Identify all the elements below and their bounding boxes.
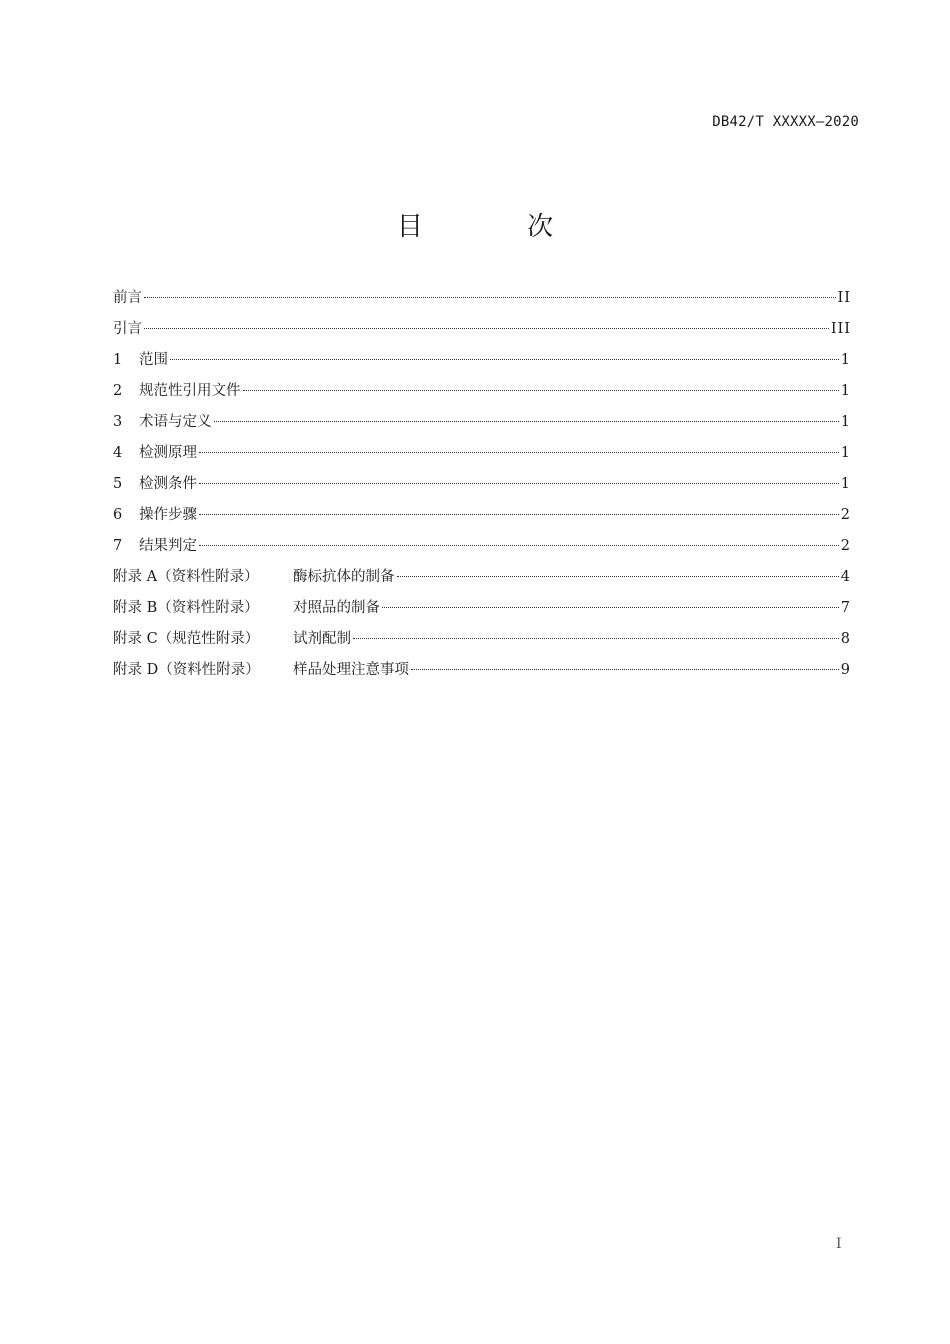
toc-entry[interactable] bbox=[113, 472, 851, 503]
toc-entry-text: 规范性引用文件 bbox=[139, 383, 241, 399]
toc-entry-text: 术语与定义 bbox=[139, 414, 212, 430]
toc-leader bbox=[144, 297, 836, 298]
toc-entry-page: 1 bbox=[840, 476, 851, 492]
toc-entry[interactable] bbox=[113, 503, 851, 534]
toc-entry-text: 前言 bbox=[113, 290, 142, 306]
toc-entry-page: 1 bbox=[840, 445, 851, 461]
toc-entry-page: 2 bbox=[840, 507, 851, 523]
toc-entry-page: 4 bbox=[840, 569, 851, 585]
toc-entry-page: III bbox=[830, 321, 851, 337]
toc-entry-appendix-prefix: 附录 D（资料性附录） bbox=[113, 662, 260, 678]
toc-entry-page: 1 bbox=[840, 414, 851, 430]
toc-entry-label bbox=[113, 348, 168, 369]
toc-leader bbox=[199, 452, 839, 453]
toc-entry[interactable] bbox=[113, 565, 851, 596]
toc-entry-page: 9 bbox=[840, 662, 851, 678]
toc-entry-number: 2 bbox=[113, 383, 123, 399]
toc-entry-page: II bbox=[837, 290, 851, 306]
toc-leader bbox=[243, 390, 839, 391]
toc-entry[interactable] bbox=[113, 534, 851, 565]
toc-entry-text: 对照品的制备 bbox=[293, 600, 380, 616]
toc-leader bbox=[199, 483, 839, 484]
toc-entry-text: 结果判定 bbox=[139, 538, 197, 554]
toc-entry-number: 6 bbox=[113, 507, 123, 523]
toc-entry-number: 4 bbox=[113, 445, 123, 461]
toc-entry-label bbox=[113, 596, 380, 617]
toc-entry[interactable] bbox=[113, 317, 851, 348]
toc-entry-label bbox=[113, 658, 409, 679]
toc-entry-text: 样品处理注意事项 bbox=[293, 662, 409, 678]
toc-entry-page: 8 bbox=[840, 631, 851, 647]
toc-entry-page: 2 bbox=[840, 538, 851, 554]
toc-entry-label bbox=[113, 441, 197, 462]
toc-entry-label bbox=[113, 503, 197, 524]
toc-entry[interactable] bbox=[113, 596, 851, 627]
toc-leader bbox=[382, 607, 839, 608]
toc-leader bbox=[397, 576, 839, 577]
toc-entry-number: 1 bbox=[113, 352, 123, 368]
toc-entry-text: 范围 bbox=[139, 352, 168, 368]
toc-entry-page: 1 bbox=[840, 383, 851, 399]
table-of-contents bbox=[113, 286, 851, 689]
toc-entry-label bbox=[113, 534, 197, 555]
toc-entry-label bbox=[113, 627, 351, 648]
toc-entry[interactable] bbox=[113, 441, 851, 472]
toc-entry[interactable] bbox=[113, 410, 851, 441]
toc-entry[interactable] bbox=[113, 286, 851, 317]
toc-entry-label bbox=[113, 472, 197, 493]
toc-leader bbox=[411, 669, 839, 670]
toc-title: 目 次 bbox=[396, 212, 602, 242]
toc-entry-label bbox=[113, 410, 212, 431]
toc-entry[interactable] bbox=[113, 379, 851, 410]
toc-entry-text: 酶标抗体的制备 bbox=[293, 569, 395, 585]
toc-entry-appendix-prefix: 附录 C（规范性附录） bbox=[113, 631, 260, 647]
toc-entry[interactable] bbox=[113, 627, 851, 658]
toc-entry-label bbox=[113, 379, 241, 400]
toc-entry-appendix-prefix: 附录 A（资料性附录） bbox=[113, 569, 259, 585]
toc-entry[interactable] bbox=[113, 658, 851, 689]
toc-entry-page: 1 bbox=[840, 352, 851, 368]
toc-entry-text: 检测条件 bbox=[139, 476, 197, 492]
toc-leader bbox=[353, 638, 839, 639]
toc-leader bbox=[170, 359, 839, 360]
toc-entry-label bbox=[113, 565, 395, 586]
toc-entry[interactable] bbox=[113, 348, 851, 379]
toc-leader bbox=[144, 328, 829, 329]
page-number: I bbox=[836, 1236, 842, 1252]
toc-entry-number: 5 bbox=[113, 476, 123, 492]
toc-entry-page: 7 bbox=[840, 600, 851, 616]
toc-entry-label bbox=[113, 317, 142, 338]
toc-entry-text: 引言 bbox=[113, 321, 142, 337]
toc-entry-text: 操作步骤 bbox=[139, 507, 197, 523]
toc-leader bbox=[214, 421, 839, 422]
toc-leader bbox=[199, 514, 839, 515]
toc-entry-number: 7 bbox=[113, 538, 123, 554]
toc-entry-label bbox=[113, 286, 142, 307]
toc-entry-appendix-prefix: 附录 B（资料性附录） bbox=[113, 600, 259, 616]
toc-entry-text: 检测原理 bbox=[139, 445, 197, 461]
toc-entry-text: 试剂配制 bbox=[293, 631, 351, 647]
document-code: DB42/T XXXXX—2020 bbox=[712, 114, 859, 130]
toc-leader bbox=[199, 545, 839, 546]
toc-entry-number: 3 bbox=[113, 414, 123, 430]
